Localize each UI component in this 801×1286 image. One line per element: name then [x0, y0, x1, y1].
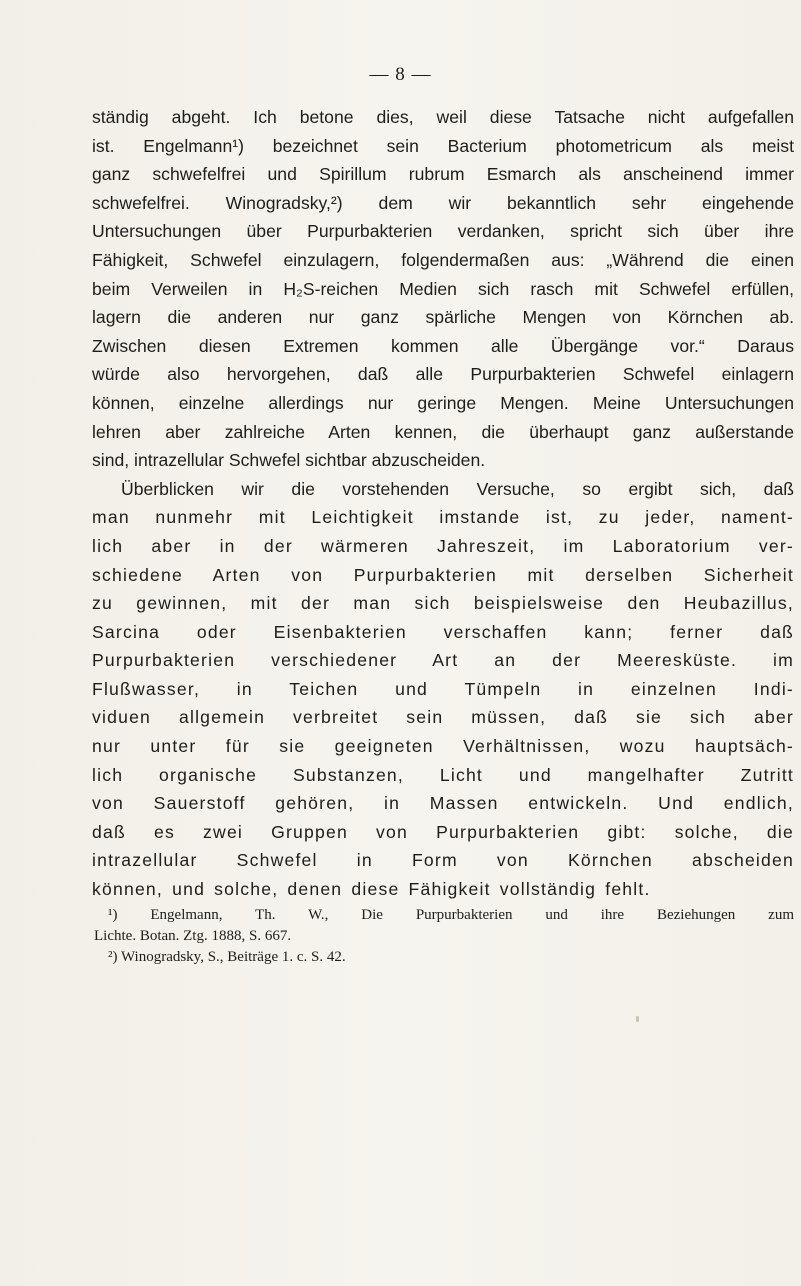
footnote-2: ²) Winogradsky, S., Beiträge 1. c. S. 42. — [108, 949, 346, 965]
text-line: von Sauerstoff gehören, in Massen entwickeln. Und endlich, — [92, 793, 794, 814]
text-line: Überblicken wir die vorstehenden Versuche, so ergibt sich, daß — [121, 478, 794, 499]
page-number: — 8 — — [369, 64, 432, 85]
text-line: schwefelfrei. Winogradsky,²) dem wir bekanntlich sehr eingehende — [92, 192, 794, 213]
text-line: daß es zwei Gruppen von Purpurbakterien gibt: solche, die — [92, 821, 794, 842]
text-line: lehren aber zahlreiche Arten kennen, die überhaupt ganz außerstande — [92, 421, 794, 442]
text-line: würde also hervorgehen, daß alle Purpurbakterien Schwefel einlagern — [92, 364, 794, 385]
text-line: intrazellular Schwefel in Form von Körnchen abscheiden — [92, 850, 794, 871]
text-line: können, und solche, denen diese Fähigkeit vollständig fehlt. — [92, 879, 651, 900]
paragraph-2 — [92, 475, 794, 904]
text-line: viduen allgemein verbreitet sein müssen, daß sie sich aber — [92, 707, 794, 728]
text-line: lagern die anderen nur ganz spärliche Mengen von Körnchen ab. — [92, 307, 794, 328]
text-line: ist. Engelmann¹) bezeichnet sein Bacterium photometricum als meist — [92, 135, 794, 156]
paper-speck — [636, 1016, 639, 1022]
text-line: beim Verweilen in H₂S-reichen Medien sich rasch mit Schwefel erfüllen, — [92, 278, 794, 299]
text-line: ständig abgeht. Ich betone dies, weil diese Tatsache nicht aufgefallen — [92, 107, 794, 127]
footnote-1: ¹) Engelmann, Th. W., Die Purpurbakterien und ihre Beziehungen zum — [108, 907, 794, 923]
text-line: Sarcina oder Eisenbakterien verschaffen kann; ferner daß — [92, 621, 794, 642]
text-line: Fähigkeit, Schwefel einzulagern, folgendermaßen aus: „Während die einen — [92, 249, 794, 270]
text-line: Flußwasser, in Teichen und Tümpeln in einzelnen Indi- — [92, 678, 794, 699]
footnote-1-continuation: Lichte. Botan. Ztg. 1888, S. 667. — [94, 928, 292, 944]
text-line: können, einzelne allerdings nur geringe Mengen. Meine Untersuchungen — [92, 392, 794, 413]
text-line: lich aber in der wärmeren Jahreszeit, im Laboratorium ver- — [92, 535, 794, 556]
paragraph-1 — [92, 103, 794, 475]
text-line: Purpurbakterien verschiedener Art an der Meeresküste. im — [92, 650, 794, 671]
text-line: lich organische Substanzen, Licht und mangelhafter Zutritt — [92, 764, 794, 785]
text-line: nur unter für sie geeigneten Verhältnissen, wozu hauptsäch- — [92, 736, 794, 757]
text-line: man nunmehr mit Leichtigkeit imstande ist, zu jeder, nament- — [92, 507, 794, 528]
text-line: zu gewinnen, mit der man sich beispielsweise den Heubazillus, — [92, 593, 794, 614]
body-text — [92, 103, 794, 904]
text-line: Untersuchungen über Purpurbakterien verdanken, spricht sich über ihre — [92, 221, 794, 242]
text-line: ganz schwefelfrei und Spirillum rubrum Esmarch als anscheinend immer — [92, 164, 794, 185]
text-line: schiedene Arten von Purpurbakterien mit derselben Sicherheit — [92, 564, 794, 585]
text-line: sind, intrazellular Schwefel sichtbar abzuscheiden. — [92, 450, 486, 471]
text-line: Zwischen diesen Extremen kommen alle Übergänge vor.“ Daraus — [92, 335, 794, 356]
footnotes — [94, 905, 794, 968]
